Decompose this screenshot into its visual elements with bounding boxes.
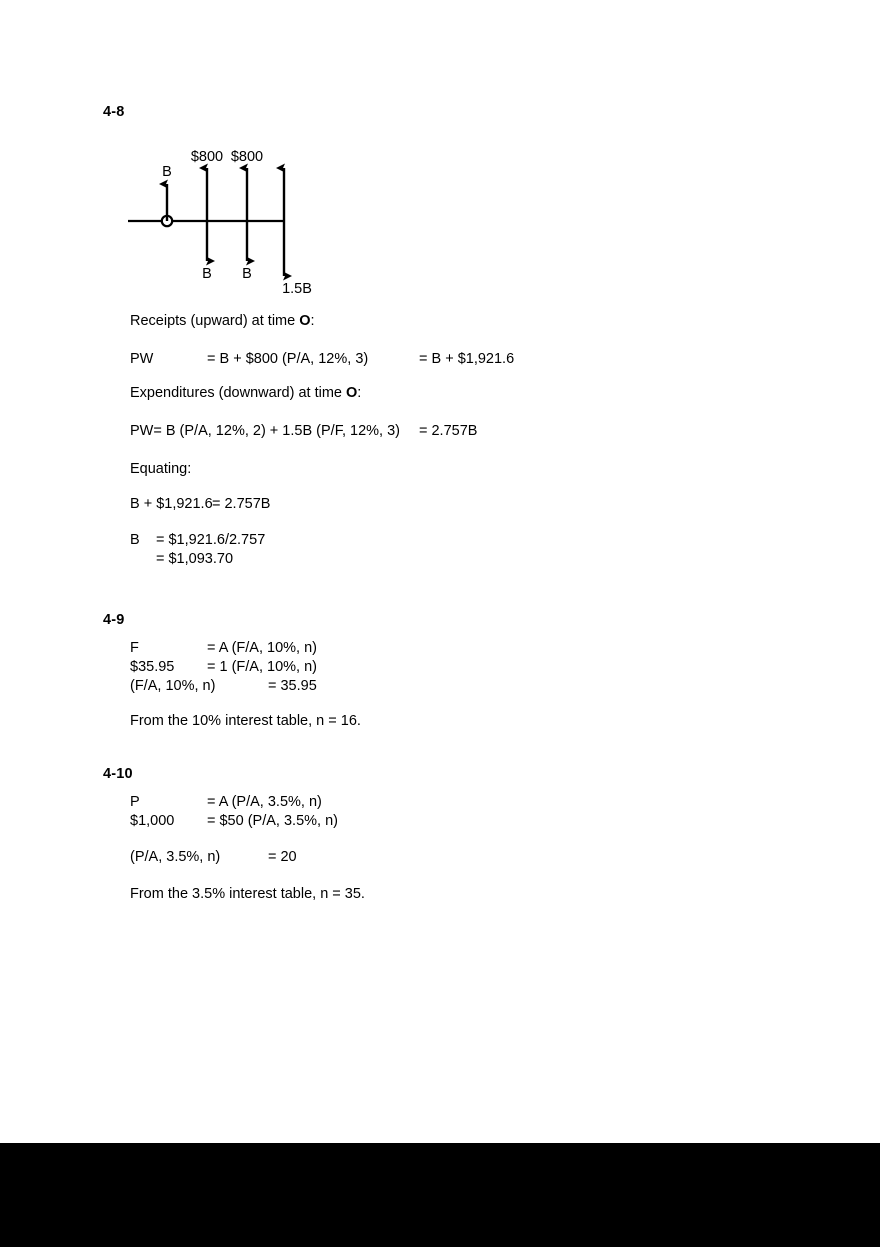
page-bottom-black-band xyxy=(0,1143,880,1247)
equation-4-10-line-3 xyxy=(130,848,297,867)
eq-label: F xyxy=(130,640,139,656)
problem-heading-4-8: 4-8 xyxy=(103,104,125,120)
equation-4-9-line-1 xyxy=(130,639,317,658)
conclusion-4-10: From the 3.5% interest table, n = 35. xyxy=(130,886,365,902)
equation-pw-receipts xyxy=(130,350,514,369)
expenditures-statement xyxy=(130,384,361,403)
eq-label: P xyxy=(130,794,140,810)
receipts-time-symbol: O xyxy=(299,313,311,329)
conclusion-4-9: From the 10% interest table, n = 16. xyxy=(130,713,361,729)
eq-label: (P/A, 3.5%, n) xyxy=(130,849,221,865)
equation-equate xyxy=(130,495,270,514)
eq-result: = 2.757B xyxy=(419,423,478,439)
receipts-statement xyxy=(130,312,315,331)
eq-result: = 20 xyxy=(268,849,297,865)
equation-solve-b xyxy=(130,531,265,569)
diagram-label-down-1: B xyxy=(202,266,212,282)
eq-expression: PW= B (P/A, 12%, 2) + 1.5B (P/F, 12%, 3) xyxy=(130,423,400,439)
diagram-label-down-2: B xyxy=(242,266,252,282)
eq-result: = B + $1,921.6 xyxy=(419,351,515,367)
eq-result: = A (P/A, 3.5%, n) xyxy=(207,794,322,810)
eq-result: = $50 (P/A, 3.5%, n) xyxy=(207,813,338,829)
eq-label: PW xyxy=(130,351,154,367)
eq-result: = 1 (F/A, 10%, n) xyxy=(207,659,318,675)
expenditures-time-symbol: O xyxy=(346,385,358,401)
eq-label: (F/A, 10%, n) xyxy=(130,678,216,694)
diagram-label-down-3: 1.5B xyxy=(282,281,312,297)
diagram-label-up-1: $800 xyxy=(190,149,224,165)
equation-4-9-line-3 xyxy=(130,677,317,696)
expenditures-text-post: : xyxy=(357,385,362,401)
equation-4-10-line-1 xyxy=(130,793,322,812)
equating-statement: Equating: xyxy=(130,461,192,477)
eq-label: $1,000 xyxy=(130,813,175,829)
equation-4-10-line-2 xyxy=(130,812,338,831)
cash-flow-diagram xyxy=(120,140,350,305)
eq-label: B xyxy=(130,532,140,548)
eq-result-line2: = $1,093.70 xyxy=(156,551,234,567)
problem-heading-4-10: 4-10 xyxy=(103,766,133,782)
eq-result-line1: = $1,921.6/2.757 xyxy=(156,532,266,548)
eq-expression: = B + $800 (P/A, 12%, 3) xyxy=(207,351,369,367)
equation-pw-expenditures xyxy=(130,422,477,441)
eq-result: = 2.757B xyxy=(212,496,271,512)
problem-heading-4-9: 4-9 xyxy=(103,612,125,628)
diagram-label-up-2: $800 xyxy=(230,149,264,165)
eq-label: B + $1,921.6 xyxy=(130,496,213,512)
eq-result: = 35.95 xyxy=(268,678,317,694)
eq-result: = A (F/A, 10%, n) xyxy=(207,640,318,656)
receipts-text-pre: Receipts (upward) at time xyxy=(130,313,300,329)
equation-4-9-line-2 xyxy=(130,658,317,677)
eq-label: $35.95 xyxy=(130,659,175,675)
diagram-label-up-0: B xyxy=(162,164,172,180)
expenditures-text-pre: Expenditures (downward) at time xyxy=(130,385,346,401)
receipts-text-post: : xyxy=(310,313,315,329)
